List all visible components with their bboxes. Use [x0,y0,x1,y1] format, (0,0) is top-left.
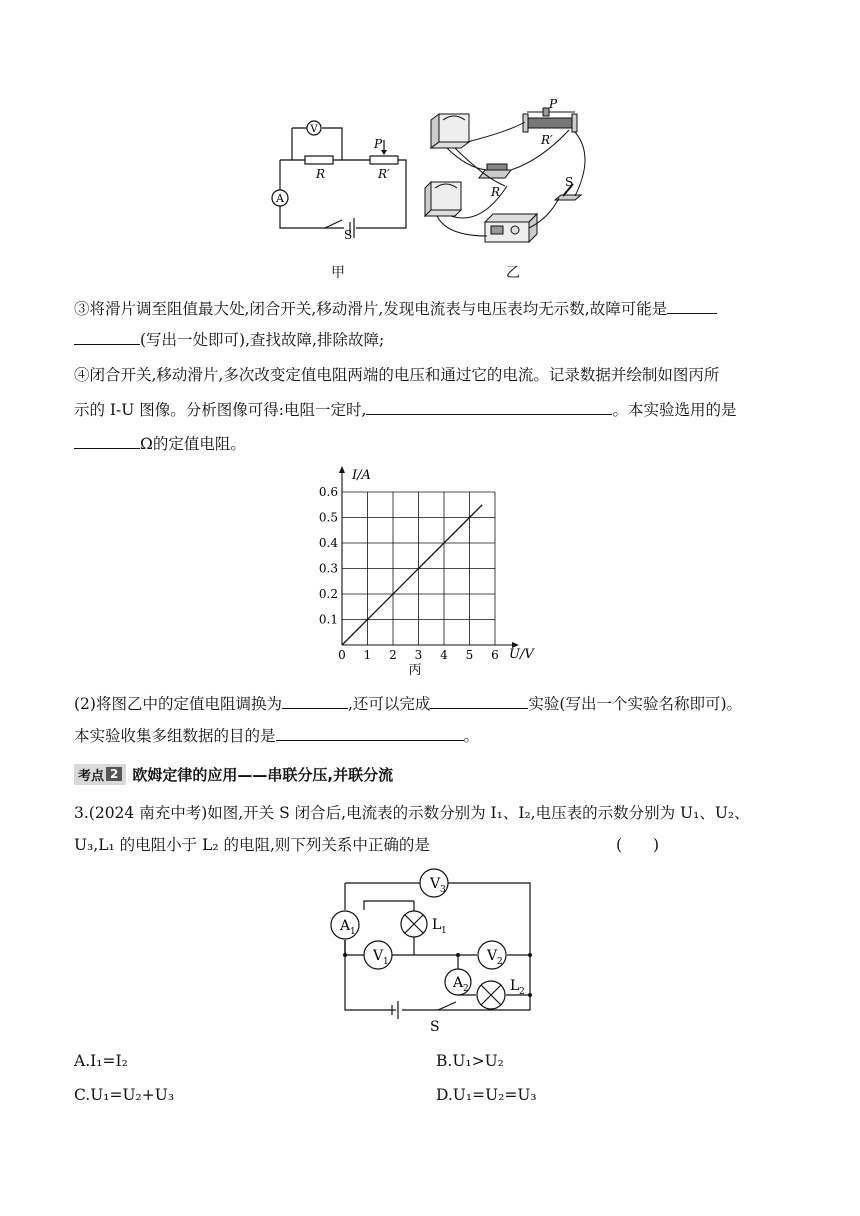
slider-label: P [374,137,383,151]
switch-label: S [344,228,353,242]
q-step4-line2: 示的 I-U 图像。分析图像可得:电阻一定时, 。本实验选用的是 [74,398,736,421]
option-b[interactable]: B.U₁>U₂ [436,1052,504,1070]
series-line [342,505,482,645]
a2-label: A [453,975,464,991]
x-tick-label: 3 [414,648,423,662]
chart-ticks [319,485,499,662]
x-tick-label: 5 [465,648,474,662]
caption-jia: 甲 [331,265,345,281]
y-tick-label: 0.1 [318,612,338,627]
q3-line1: 3.(2024 南充中考)如图,开关 S 闭合后,电流表的示数分别为 I₁、I₂,电压表的示数分别为 U₁、U₂、 [74,804,750,822]
section-header [74,763,393,785]
section-title: 欧姆定律的应用——串联分压,并联分流 [132,765,394,784]
q2-line2: 本实验收集多组数据的目的是 。 [74,724,479,747]
svg-text:1: 1 [441,926,447,936]
q3-line2: U₃,L₁ 的电阻小于 L₂ 的电阻,则下列关系中正确的是 [74,836,430,854]
apparatus-rheostat-label: R′ [541,133,553,147]
svg-text:2: 2 [463,984,469,994]
option-a[interactable]: A.I₁=I₂ [74,1052,128,1070]
apparatus-slider-label: P [549,97,558,111]
answer-blank-fault-1[interactable] [667,297,717,314]
apparatus-resistor-label: R [491,185,501,199]
l2-label: L [510,978,520,994]
x-tick-label: 6 [491,648,499,662]
resistor-label: R [316,167,326,181]
section-badge: 考点 2 [74,764,126,785]
svg-text:2: 2 [497,957,503,967]
q3-answer-bracket[interactable]: ( ) [616,836,660,854]
svg-text:2: 2 [519,987,525,997]
y-axis-arrow [339,466,345,473]
q2-line1: (2)将图乙中的定值电阻调换为 ,还可以完成 实验(写出一个实验名称即可)。 [74,692,742,715]
q-step4-line1: ④闭合开关,移动滑片,多次改变定值电阻两端的电压和通过它的电流。记录数据并绘制如图丙所 [74,366,720,384]
q-step4-line3: Ω的定值电阻。 [74,432,246,455]
x-tick-label: 2 [389,648,397,662]
y-tick-label: 0.2 [318,587,338,601]
x-tick-label: 4 [440,648,448,662]
section-number: 2 [106,767,122,781]
answer-blank-resistance[interactable] [74,432,140,449]
v2-label: V [487,948,498,964]
chart-caption: 丙 [408,663,422,678]
l1-label: L [432,917,442,933]
v1-label: V [373,948,384,964]
x-tick-label: 0 [338,648,346,662]
rheostat-label: R′ [378,167,390,181]
chart-xlabel: U/V [509,647,534,662]
y-tick-label: 0.3 [318,561,338,576]
v3-label: V [430,876,441,892]
circuit-diagram-jia [270,110,420,240]
iu-graph [310,465,534,685]
circuit-diagram-q3 [320,865,540,1035]
switch-s-label: S [430,1019,440,1035]
svg-text:3: 3 [440,885,446,895]
answer-blank-replace[interactable] [282,692,348,709]
chart-series [342,505,482,645]
x-tick-label: 1 [363,648,372,662]
svg-text:1: 1 [383,957,389,967]
ammeter-label: A [276,192,284,205]
y-tick-label: 0.4 [318,536,338,550]
option-c[interactable]: C.U₁=U₂+U₃ [74,1086,175,1104]
answer-blank-fault-2[interactable] [74,328,140,345]
voltmeter-label: V [310,124,318,135]
q-step3-line2: (写出一处即可),查找故障,排除故障; [74,328,384,351]
y-tick-label: 0.5 [318,510,338,525]
answer-blank-conclusion[interactable] [366,398,612,415]
q-step3-line1: ③将滑片调至阻值最大处,闭合开关,移动滑片,发现电流表与电压表均无示数,故障可能是 [74,297,717,320]
apparatus-illustration-yi [415,97,615,260]
answer-blank-experiment[interactable] [430,692,528,709]
y-tick-label: 0.6 [318,485,338,499]
caption-yi: 乙 [506,265,520,281]
svg-text:1: 1 [350,927,356,937]
apparatus-switch-label: S [565,175,574,189]
a1-label: A [340,918,351,934]
chart-ylabel: I/A [352,468,371,483]
option-d[interactable]: D.U₁=U₂=U₃ [436,1086,537,1104]
answer-blank-purpose[interactable] [276,724,464,741]
